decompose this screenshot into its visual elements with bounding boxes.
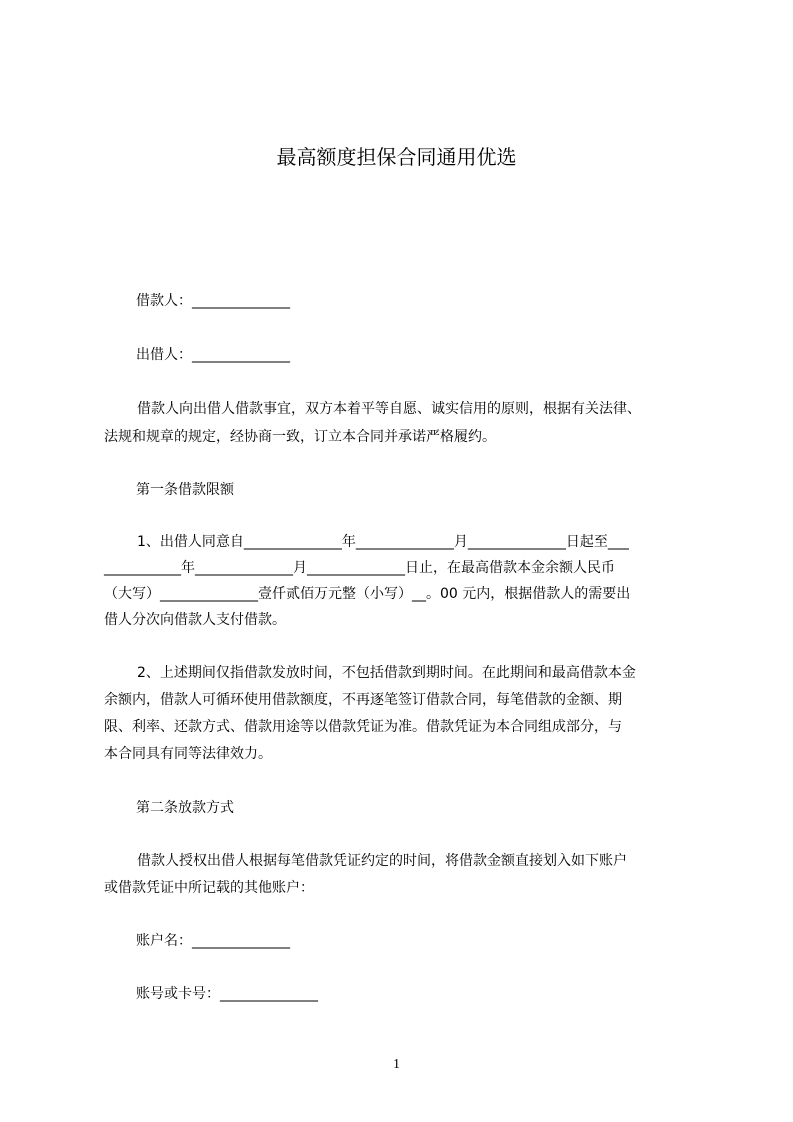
- account-name-field: 账户名：______________: [136, 933, 290, 949]
- article-1-clause-1-line-2: ___________年______________月______________日止，在最高借款本金余额人民币: [104, 560, 615, 576]
- lender-field: 出借人：______________: [136, 347, 290, 363]
- article-1-heading: 第一条借款限额: [136, 482, 234, 498]
- article-1-clause-1-line-4: 借人分次向借款人支付借款。: [104, 612, 286, 628]
- intro-paragraph-line-1: 借款人向出借人借款事宜，双方本着平等自愿、诚实信用的原则，根据有关法律、: [137, 401, 641, 417]
- document-title: 最高额度担保合同通用优选: [276, 145, 517, 169]
- article-1-clause-1-line-1: 1、出借人同意自______________年______________月______________日起至___: [137, 534, 629, 550]
- intro-paragraph-line-2: 法规和规章的规定，经协商一致，订立本合同并承诺严格履约。: [104, 429, 496, 445]
- account-number-field: 账号或卡号：______________: [136, 986, 318, 1002]
- article-2-paragraph-line-2: 或借款凭证中所记载的其他账户：: [104, 880, 314, 896]
- article-2-paragraph-line-1: 借款人授权出借人根据每笔借款凭证约定的时间，将借款金额直接划入如下账户: [137, 853, 627, 869]
- page-number: 1: [393, 1057, 400, 1072]
- article-1-clause-2-line-2: 余额内，借款人可循环使用借款额度，不再逐笔签订借款合同，每笔借款的金额、期: [104, 692, 622, 708]
- article-1-clause-1-line-3: （大写）______________壹仟贰佰万元整（小写）__。00 元内，根据借款人的需要出: [104, 586, 631, 602]
- article-2-heading: 第二条放款方式: [136, 800, 234, 816]
- article-1-clause-2-line-4: 本合同具有同等法律效力。: [104, 746, 272, 762]
- article-1-clause-2-line-1: 2、上述期间仅指借款发放时间，不包括借款到期时间。在此期间和最高借款本金: [137, 665, 636, 681]
- article-1-clause-2-line-3: 限、利率、还款方式、借款用途等以借款凭证为准。借款凭证为本合同组成部分，与: [104, 719, 622, 735]
- borrower-field: 借款人：______________: [136, 293, 290, 309]
